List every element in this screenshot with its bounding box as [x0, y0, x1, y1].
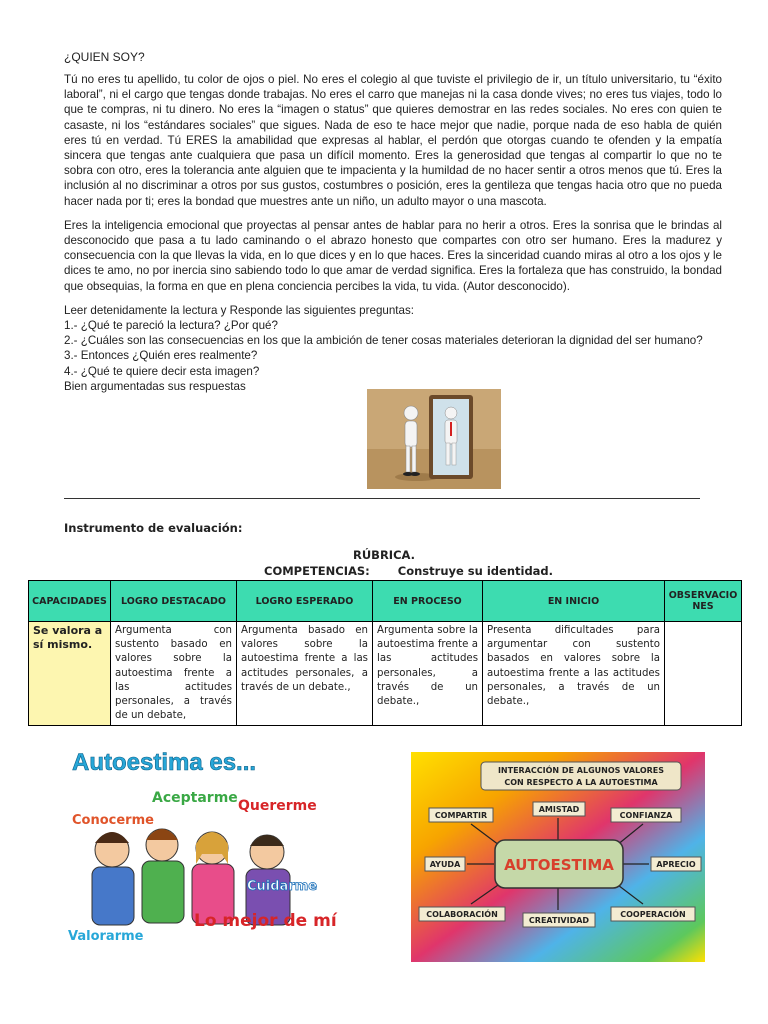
header-en-proceso: EN PROCESO: [373, 581, 483, 622]
values-diagram: [411, 752, 705, 962]
reading-paragraph-1: Tú no eres tu apellido, tu color de ojos o piel. No eres el colegio al que tuviste el privilegio de ir, un título universitario, tu “éxito laboral”, ni el cargo que tengas donde trabajas. No eres el carro que manejas ni la casa donde vives; no eres tus viajes, todo lo que te compras, ni tu dinero. No eres la “imagen o status” que quieres demostrar en las redes sociales. No eres con quien te casaste, ni los “estándares sociales” que sigues. Nada de eso te hace mejor que nadie, porque nada de eso habla de quién eres tú en verdad. Tú ERES la amabilidad que expresas al hablar, el perdón que otorgas cuando te ofenden y la empatía sincera que tengas ante cualquiera que pasa un difícil momento. Eres la generosidad que tengas al compartir lo que no te sobra con otro, eres la tolerancia ante alguien que te impacienta y la humildad de no hacer sentir a otros menos que tú. Eres la inclusión al no discriminar a otros por sus gustos, costumbres o posición, eres la gentileza que tengas hacia otro que no pueda hacer nada por ti; eres la bondad que muestres ante un niño, un adulto mayor o una mascota.: [64, 73, 722, 208]
node-ayuda: AYUDA: [429, 860, 461, 869]
diagram-center: AUTOESTIMA: [504, 856, 614, 874]
word-aceptarme: Aceptarme: [152, 790, 238, 806]
cell-observaciones: [665, 622, 742, 726]
reading-section: [64, 50, 722, 394]
autoestima-title: Autoestima es...: [72, 749, 257, 776]
question-4: 4.- ¿Qué te quiere decir esta imagen?: [64, 364, 260, 378]
autoestima-illustration: [62, 740, 337, 950]
competencia-value: Construye su identidad.: [397, 564, 554, 578]
cell-inicio: Presenta dificultades para argumentar con sustento basados en valores sobre la autoestima frente a las actitudes personales, a través de un debate.,: [483, 622, 665, 726]
header-observaciones: OBSERVACIONES: [665, 581, 742, 622]
node-colaboracion: COLABORACIÓN: [426, 910, 498, 919]
node-cooperacion: COOPERACIÓN: [620, 910, 686, 919]
cell-esperado: Argumenta basado en valores sobre la autoestima frente a las actitudes personales, a través de un debate.,: [237, 622, 373, 726]
reading-title: ¿QUIEN SOY?: [64, 50, 145, 64]
rubric-table: [28, 580, 742, 726]
node-compartir: COMPARTIR: [434, 811, 488, 820]
question-3: 3.- Entonces ¿Quién eres realmente?: [64, 349, 258, 363]
word-cuidarme: Cuidarme: [247, 879, 318, 894]
word-valorarme: Valorarme: [68, 929, 144, 944]
evaluation-heading: Instrumento de evaluación:: [64, 521, 243, 535]
competencias-label: COMPETENCIAS:: [264, 564, 370, 578]
diagram-header-line1: INTERACCIÓN DE ALGUNOS VALORES: [497, 766, 665, 775]
instructions: Leer detenidamente la lectura y Responde las siguientes preguntas:: [64, 303, 414, 317]
cell-capacidad: Se valora a sí mismo.: [29, 622, 111, 726]
node-confianza: CONFIANZA: [619, 811, 673, 820]
competencias-line: [264, 564, 553, 578]
question-2: 2.- ¿Cuáles son las consecuencias en los que la ambición de tener cosas materiales deterioran la dignidad del ser humano?: [64, 334, 703, 348]
rubric-header-row: [29, 581, 742, 622]
header-capacidades: CAPACIDADES: [29, 581, 111, 622]
word-conocerme: Conocerme: [72, 813, 154, 828]
word-quererme: Quererme: [238, 798, 317, 814]
table-row: [29, 622, 742, 726]
question-1: 1.- ¿Qué te pareció la lectura? ¿Por qué?: [64, 319, 278, 333]
node-creatividad: CREATIVIDAD: [528, 916, 590, 925]
header-logro-esperado: LOGRO ESPERADO: [237, 581, 373, 622]
header-en-inicio: EN INICIO: [483, 581, 665, 622]
diagram-header-line2: CON RESPECTO A LA AUTOESTIMA: [504, 778, 658, 787]
closing-note: Bien argumentadas sus respuestas: [64, 379, 246, 393]
rubric-title: RÚBRICA.: [352, 548, 415, 562]
mirror-illustration: [367, 389, 501, 489]
cell-destacado: Argumenta con sustento basado en valores sobre la autoestima frente a las actitudes personales, a través de un debate,: [111, 622, 237, 726]
node-amistad: AMISTAD: [538, 805, 580, 814]
cell-proceso: Argumenta sobre la autoestima frente a las actitudes personales, a través de un debate.,: [373, 622, 483, 726]
reading-paragraph-2: Eres la inteligencia emocional que proyectas al pensar antes de hablar para no herir a otros. Eres la sonrisa que le brindas al desconocido que pasa a tu lado caminando o el abrazo honesto que compartes con otro ser humano. Eres la madurez y consecuencia con la que llevas la vida, en lo que dices y en lo que haces. Eres la sinceridad cuando miras al otro a los ojos y le dices te amo, no por inercia sino sabiendo todo lo que amar de verdad significa. Eres la fortaleza que has construido, la bondad que obsequias, la forma en que en plena conciencia percibes la vida, tu vida. (Autor desconocido).: [64, 218, 722, 293]
header-logro-destacado: LOGRO DESTACADO: [111, 581, 237, 622]
node-aprecio: APRECIO: [656, 860, 696, 869]
answer-line: [64, 498, 700, 499]
word-lo-mejor-de-mi: Lo mejor de mí: [194, 911, 337, 931]
